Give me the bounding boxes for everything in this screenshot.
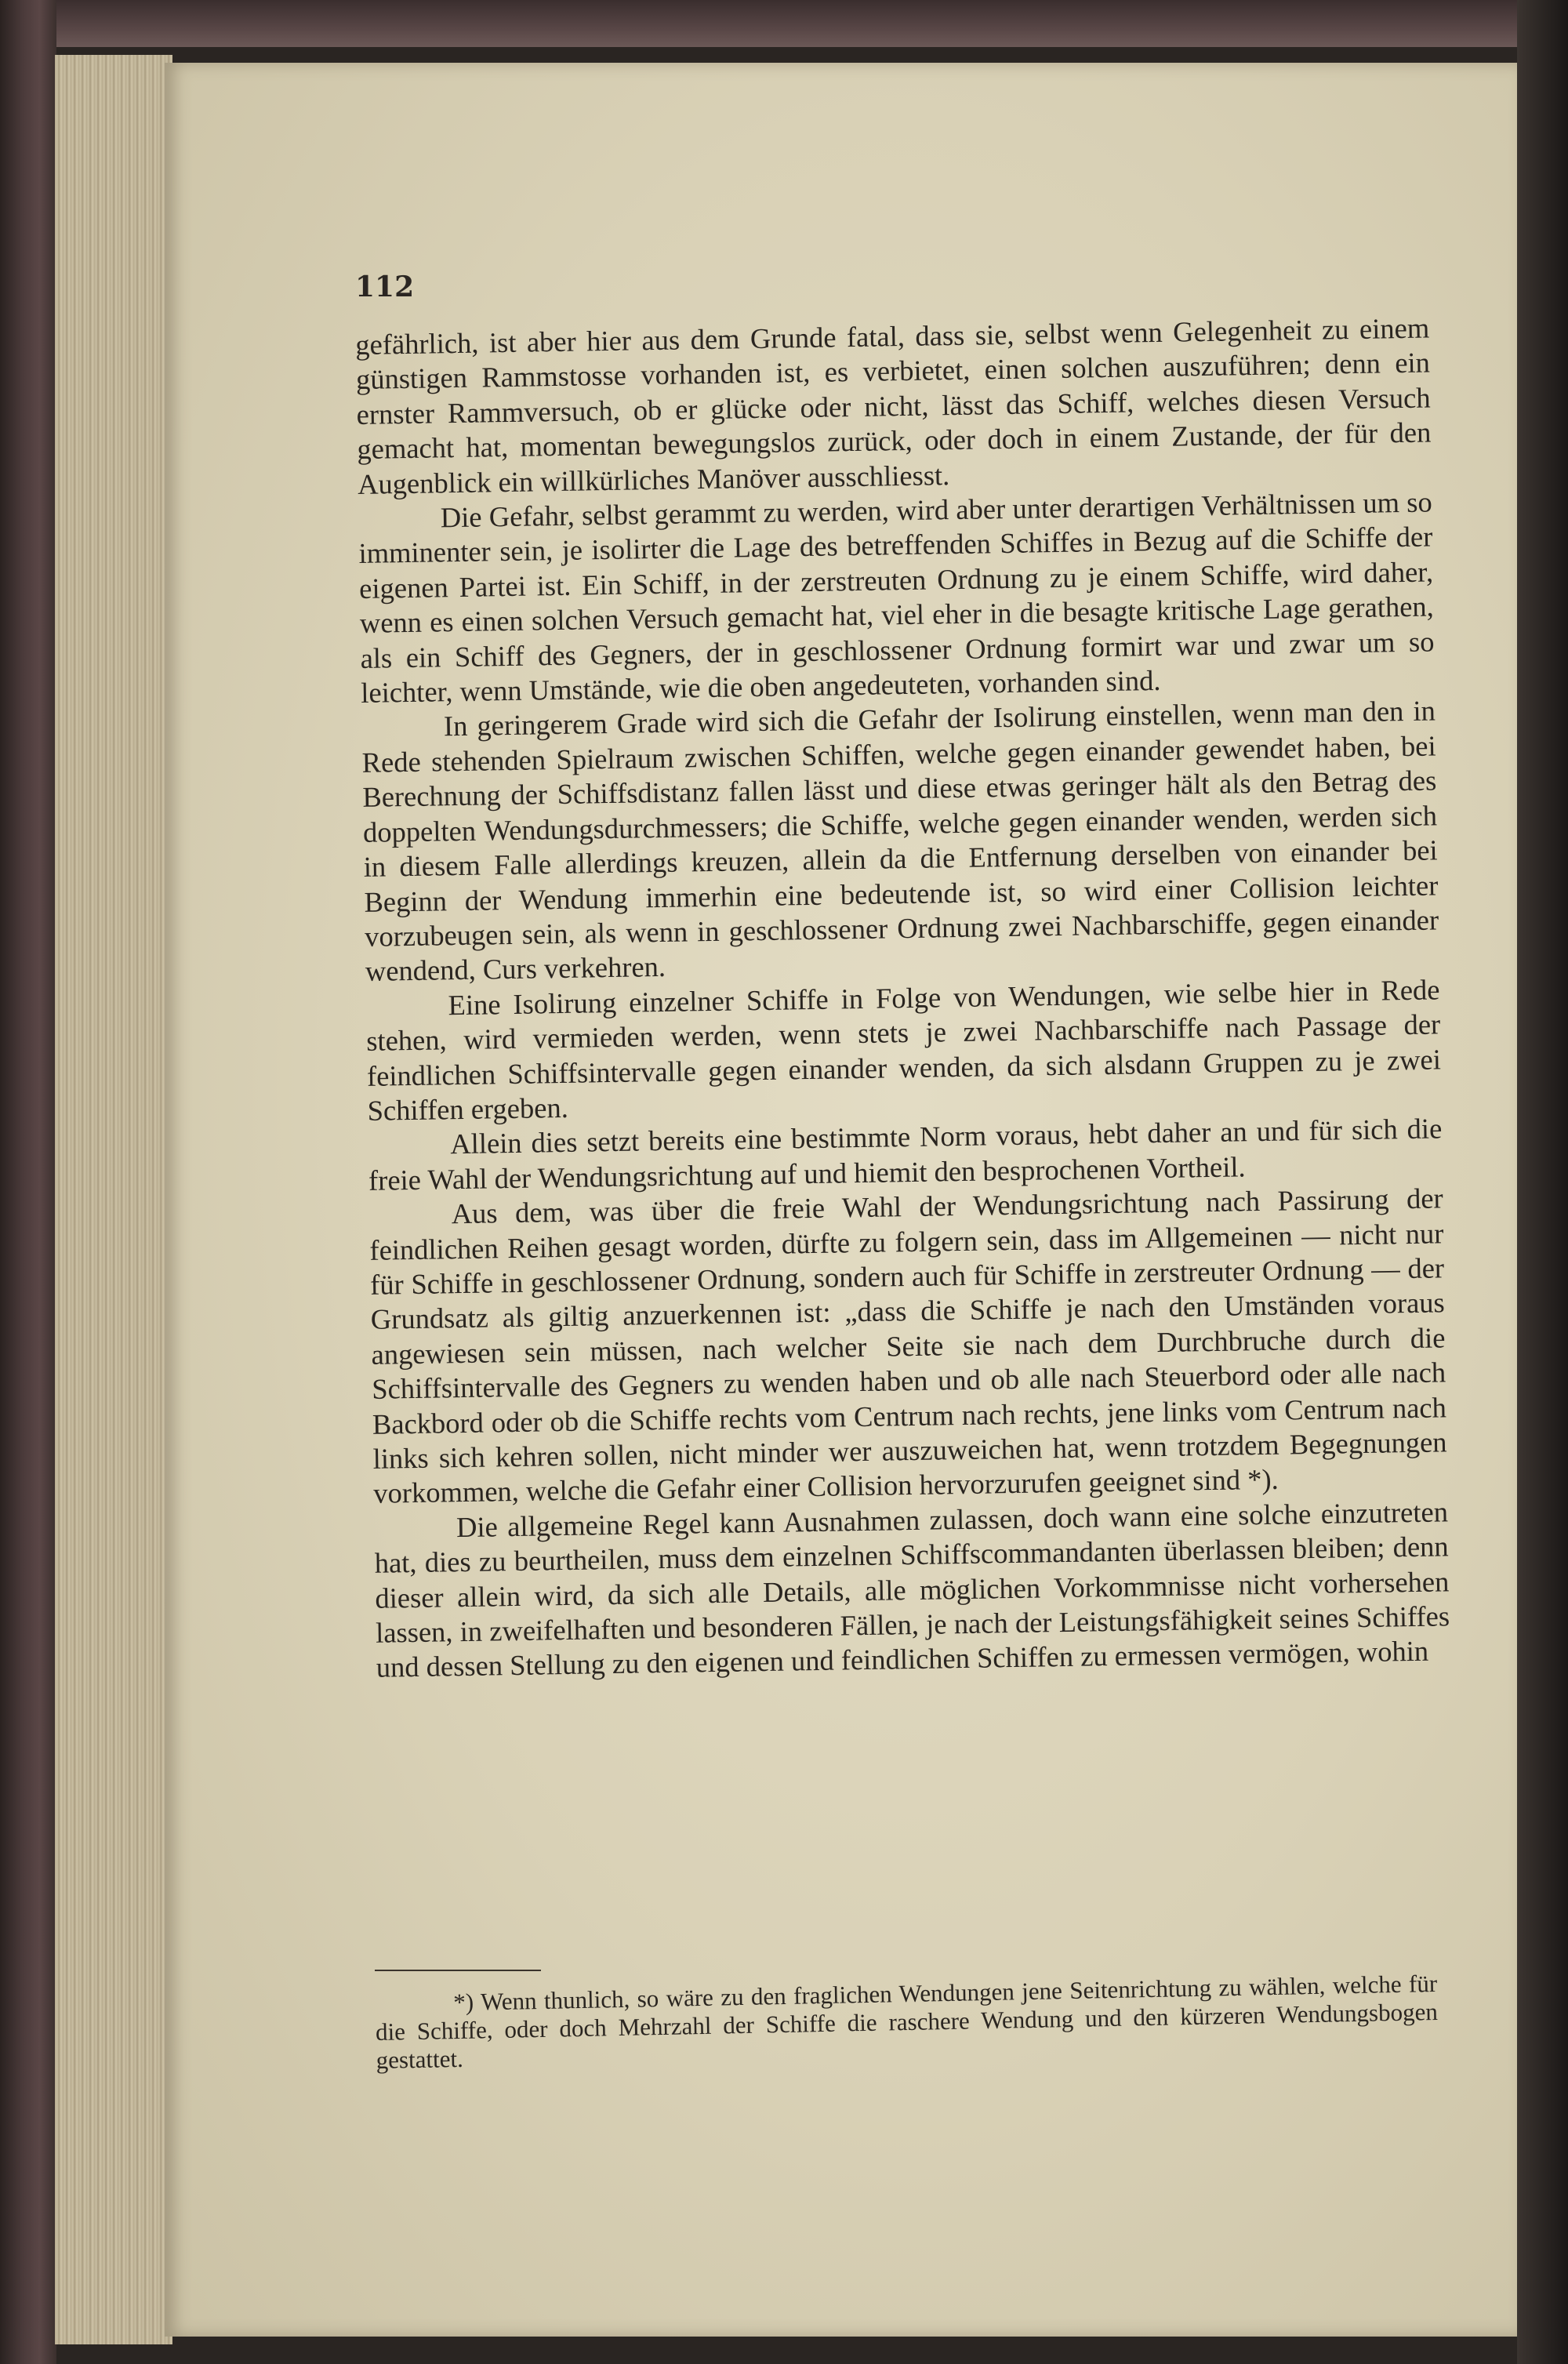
paragraph: Allein dies setzt bereits eine bestimmte Norm voraus, hebt daher an und für sich die freie Wahl der Wendungsrichtung auf und hiemit den besprochenen Vortheil. <box>368 1112 1443 1197</box>
body-text <box>355 310 1450 1685</box>
paragraph: Aus dem, was über die freie Wahl der Wendungsrichtung nach Passirung der feindlichen Reihen gesagt worden, dürfte zu folgern sein, dass im Allgemeinen — nicht nur für Schiffe in geschlossener Ordnung, sondern auch für Schiffe in zerstreuter Ordnung — der Grundsatz als giltig anzuerkennen ist: „dass die Schiffe je nach den Umständen voraus angewiesen sein müssen, nach welcher Seite sie nach dem Durchbruche durch die Schiffsintervalle des Gegners zu wenden haben und ob alle nach Steuerbord oder alle nach Backbord oder ob die Schiffe rechts vom Centrum nach rechts, jene links vom Centrum nach links sich kehren sollen, nicht minder wer auszuweichen hat, wenn trotzdem Begegnungen vorkommen, welche die Gefahr einer Collision hervorzurufen geeignet sind *). <box>369 1182 1447 1510</box>
footnote: *) Wenn thunlich, so wäre zu den fraglichen Wendungen jene Seitenrichtung zu wählen, welche für die Schiffe, oder doch Mehrzahl der Schiffe die raschere Wendung und den kürzeren Wendungsbogen gestattet. <box>375 1969 1439 2074</box>
paragraph: Die Gefahr, selbst gerammt zu werden, wird aber unter derartigen Verhältnissen um so imminenter sein, je isolirter die Lage des betreffenden Schiffes in Bezug auf die Schiffe der eigenen Partei ist. Ein Schiff, in der zerstreuten Ordnung zu je einem Schiffe, wird daher, wenn es einen solchen Versuch gemacht hat, viel eher in die besagte kritische Lage gerathen, als ein Schiff des Gegners, der in geschlossener Ordnung formirt war und zwar um so leichter, wenn Umstände, wie die oben angedeuteten, vorhanden sind. <box>358 485 1435 710</box>
book-cover-spine <box>0 0 56 2364</box>
book-cover-top-edge <box>0 0 1517 47</box>
page-stack-edges <box>55 55 172 2344</box>
paragraph: In geringerem Grade wird sich die Gefahr der Isolirung einstellen, wenn man den in Rede stehenden Spielraum zwischen Schiffen, welche gegen einander gewendet haben, bei Berechnung der Schiffsdistanz fallen lässt und diese etwas geringer hält als den Betrag des doppelten Wendungsdurchmessers; die Schiffe, welche gegen einander wenden, werden sich in diesem Falle allerdings kreuzen, allein da die Entfernung derselben von einander bei Beginn der Wendung immerhin eine bedeutende ist, so wird einer Collision leichter vorzubeugen sein, als wenn in geschlossener Ordnung zwei Nachbarschiffe, gegen einander wendend, Curs verkehren. <box>361 694 1439 988</box>
paragraph: Eine Isolirung einzelner Schiffe in Folge von Wendungen, wie selbe hier in Rede stehen, wird vermieden werden, wenn stets je zwei Nachbarschiffe nach Passage der feindlichen Schiffsintervalle gegen einander wenden, da sich alsdann Gruppen zu je zwei Schiffen ergeben. <box>365 973 1442 1127</box>
right-background-shadow <box>1517 0 1568 2364</box>
paragraph: gefährlich, ist aber hier aus dem Grunde fatal, dass sie, selbst wenn Gelegenheit zu einem günstigen Rammstosse vorhanden ist, es verbietet, einen solchen auszuführen; denn ein ernster Rammversuch, ob er glücke oder nicht, lässt das Schiff, welches diesen Versuch gemacht hat, momentan bewegungslos zurück, oder doch in einem Zustande, der für den Augenblick ein willkürliches Manöver ausschliesst. <box>355 311 1432 500</box>
page-number: 112 <box>355 271 415 303</box>
paragraph: Die allgemeine Regel kann Ausnahmen zulassen, doch wann eine solche einzutreten hat, dies zu beurtheilen, muss dem einzelnen Schiffscommandanten überlassen bleiben; denn dieser allein wird, da sich alle Details, alle möglichen Vorkommnisse nicht vorhersehen lassen, in zweifelhaften und besonderen Fällen, je nach der Leistungsfähigkeit seines Schiffes und dessen Stellung zu den eigenen und feindlichen Schiffen zu ermessen vermögen, wohin <box>374 1495 1450 1684</box>
footnote-divider <box>375 1970 541 1971</box>
